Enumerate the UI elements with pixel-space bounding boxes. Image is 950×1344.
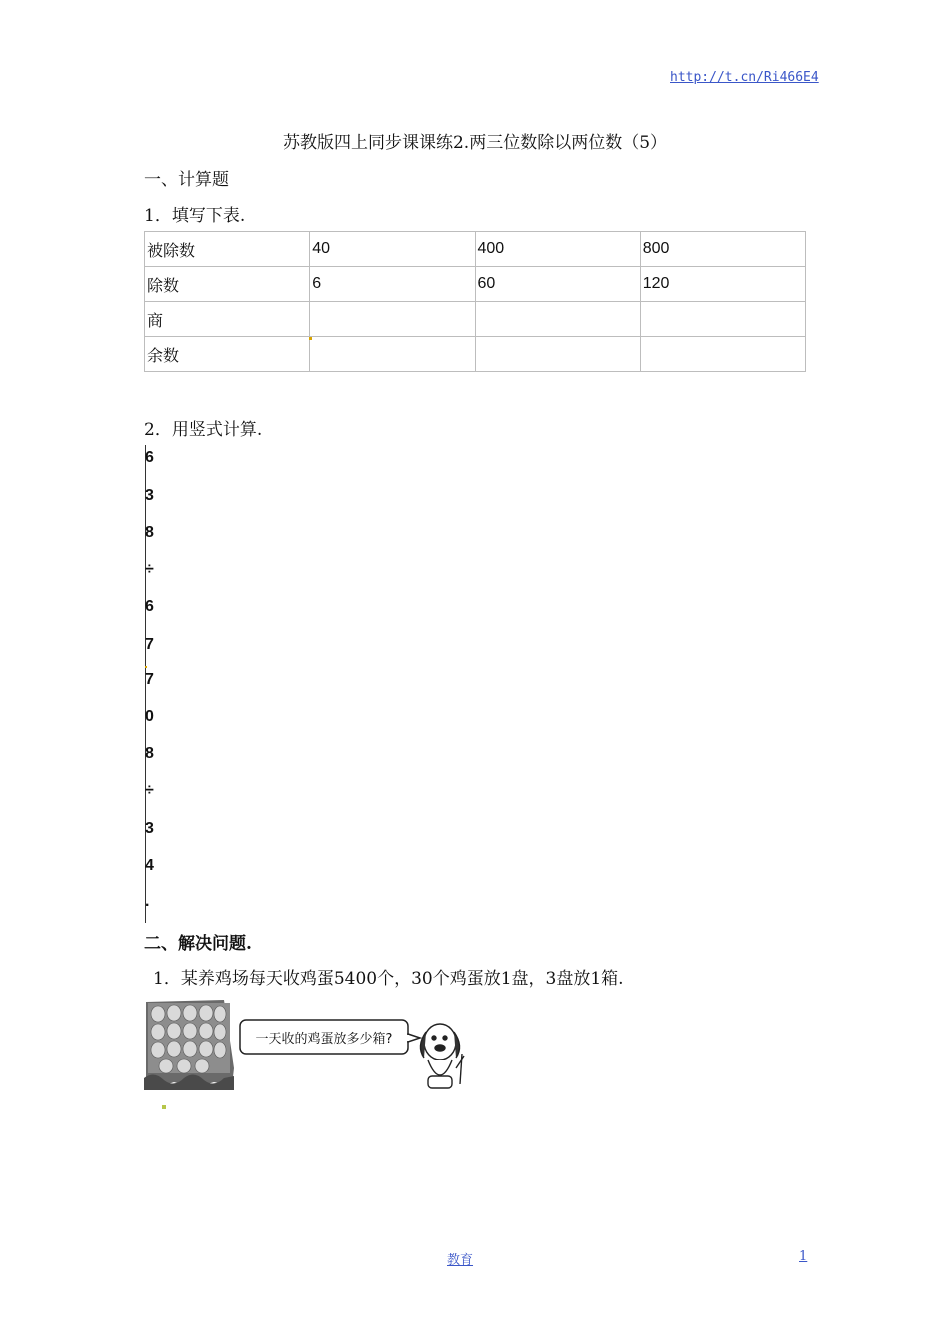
page-number[interactable]: 1 [799,1249,808,1264]
question-3: 1．某养鸡场每天收鸡蛋5400个，30个鸡蛋放1盘，3盘放1箱. [153,969,624,989]
mark-dot [162,1105,166,1109]
calc-char: 7 [145,636,154,653]
table-cell: 余数 [145,337,310,372]
calc-char: 0 [145,708,154,725]
mark-dot [309,337,312,340]
answer-cell[interactable] [310,302,475,337]
speech-bubble [240,1020,420,1054]
table-cell: 400 [475,232,640,267]
question-1: 1．填写下表. [144,206,246,226]
page-title: 苏教版四上同步课课练2.两三位数除以两位数（5） [282,133,668,153]
calc-char: 8 [145,524,154,541]
table-cell: 6 [310,267,475,302]
answer-cell[interactable] [640,337,805,372]
fill-in-table [144,231,806,372]
egg-tray-illustration [144,998,474,1093]
calc-char: 7 [145,671,154,688]
footer-link[interactable]: 教育 [447,1253,474,1268]
mark-dot [145,666,147,668]
table-row [145,337,806,372]
table-cell: 商 [145,302,310,337]
calc-char: 8 [145,745,154,762]
egg-tray-icon [144,1000,234,1090]
section-heading-2: 二、解决问题. [144,934,252,954]
answer-cell[interactable] [475,337,640,372]
section-heading-1: 一、计算题 [144,170,229,190]
calc-char: . [145,893,150,910]
calc-char: 6 [145,598,154,615]
table-row [145,267,806,302]
table-cell: 被除数 [145,232,310,267]
table-cell: 120 [640,267,805,302]
answer-cell[interactable] [640,302,805,337]
table-cell: 40 [310,232,475,267]
calc-char: 4 [145,857,154,874]
question-2: 2．用竖式计算. [144,420,263,440]
answer-cell[interactable] [475,302,640,337]
speech-text: 一天收的鸡蛋放多少箱? [255,1032,393,1047]
table-row [145,232,806,267]
table-cell: 除数 [145,267,310,302]
calc-char: ÷ [145,782,154,799]
calc-char: 6 [145,449,154,466]
calc-char: 3 [145,487,154,504]
table-row [145,302,806,337]
table-cell: 800 [640,232,805,267]
calc-char: 3 [145,820,154,837]
cartoon-dog-icon [420,1024,464,1088]
table-cell: 60 [475,267,640,302]
answer-cell[interactable] [310,337,475,372]
calc-char: ÷ [145,561,154,578]
header-url[interactable]: http://t.cn/Ri466E4 [670,70,819,85]
